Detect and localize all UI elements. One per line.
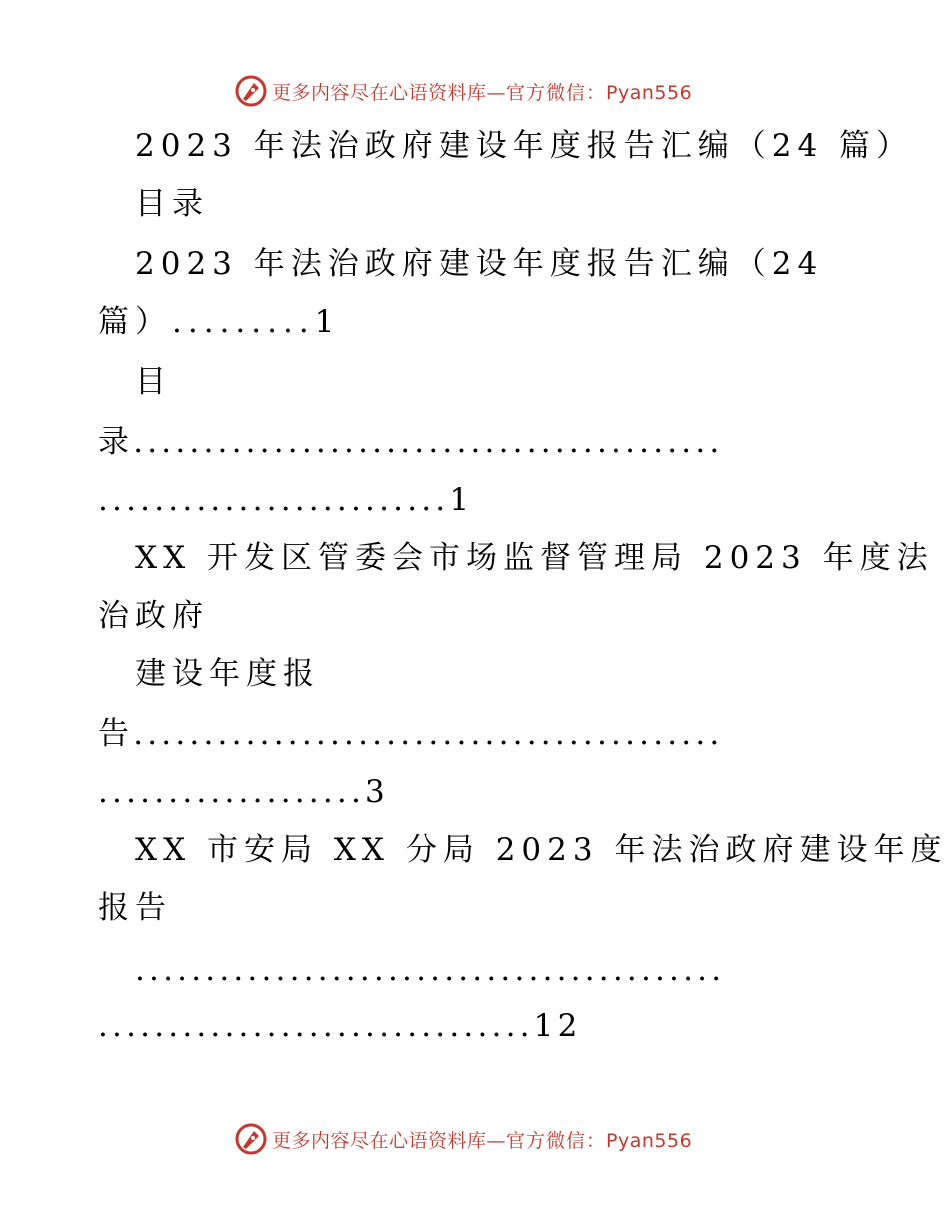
banner-site-text: 更多内容尽在心语资料库 (272, 82, 487, 104)
banner-text (272, 78, 692, 105)
footer-banner (0, 1120, 950, 1160)
toc-entry-3-line4[interactable]: 告.......................................... (98, 716, 724, 752)
banner-wechat-id: Pyan556 (606, 1130, 693, 1152)
toc-entry-3-line2[interactable]: 治政府 (98, 598, 209, 634)
toc-entry-3-line3[interactable]: 建设年度报 (135, 656, 320, 692)
banner-text (272, 1126, 692, 1153)
toc-entry-4-line4[interactable]: ...............................12 (98, 1008, 582, 1044)
pen-nib-logo-icon (234, 1122, 268, 1156)
toc-entry-3-line1[interactable]: XX 开发区管委会市场监督管理局 2023 年度法 (135, 540, 934, 576)
banner-wechat-label: 官方微信： (506, 82, 607, 104)
banner-wechat-id: Pyan556 (606, 82, 693, 104)
banner-separator: — (486, 1130, 507, 1152)
document-title: 2023 年法治政府建设年度报告汇编（24 篇） (135, 128, 914, 164)
banner-site-text: 更多内容尽在心语资料库 (272, 1130, 487, 1152)
toc-entry-4-line1[interactable]: XX 市安局 XX 分局 2023 年法治政府建设年度 (135, 832, 948, 868)
toc-entry-2-line2[interactable]: 录.......................................... (98, 424, 724, 460)
header-banner (0, 72, 950, 112)
toc-entry-1-line1[interactable]: 2023 年法治政府建设年度报告汇编（24 (135, 246, 824, 282)
toc-entry-2-line3[interactable]: .........................1 (98, 482, 474, 518)
toc-entry-2-line1[interactable]: 目 (135, 364, 172, 400)
toc-entry-4-line2[interactable]: 报告 (98, 890, 172, 926)
toc-heading: 目录 (135, 186, 209, 222)
toc-entry-3-line5[interactable]: ...................3 (98, 774, 389, 810)
pen-nib-logo-icon (234, 74, 268, 108)
banner-wechat-label: 官方微信： (506, 1130, 607, 1152)
toc-entry-4-line3[interactable]: .......................................... (135, 952, 726, 988)
toc-entry-1-line2[interactable]: 篇）.........1 (98, 304, 341, 340)
banner-separator: — (486, 82, 507, 104)
